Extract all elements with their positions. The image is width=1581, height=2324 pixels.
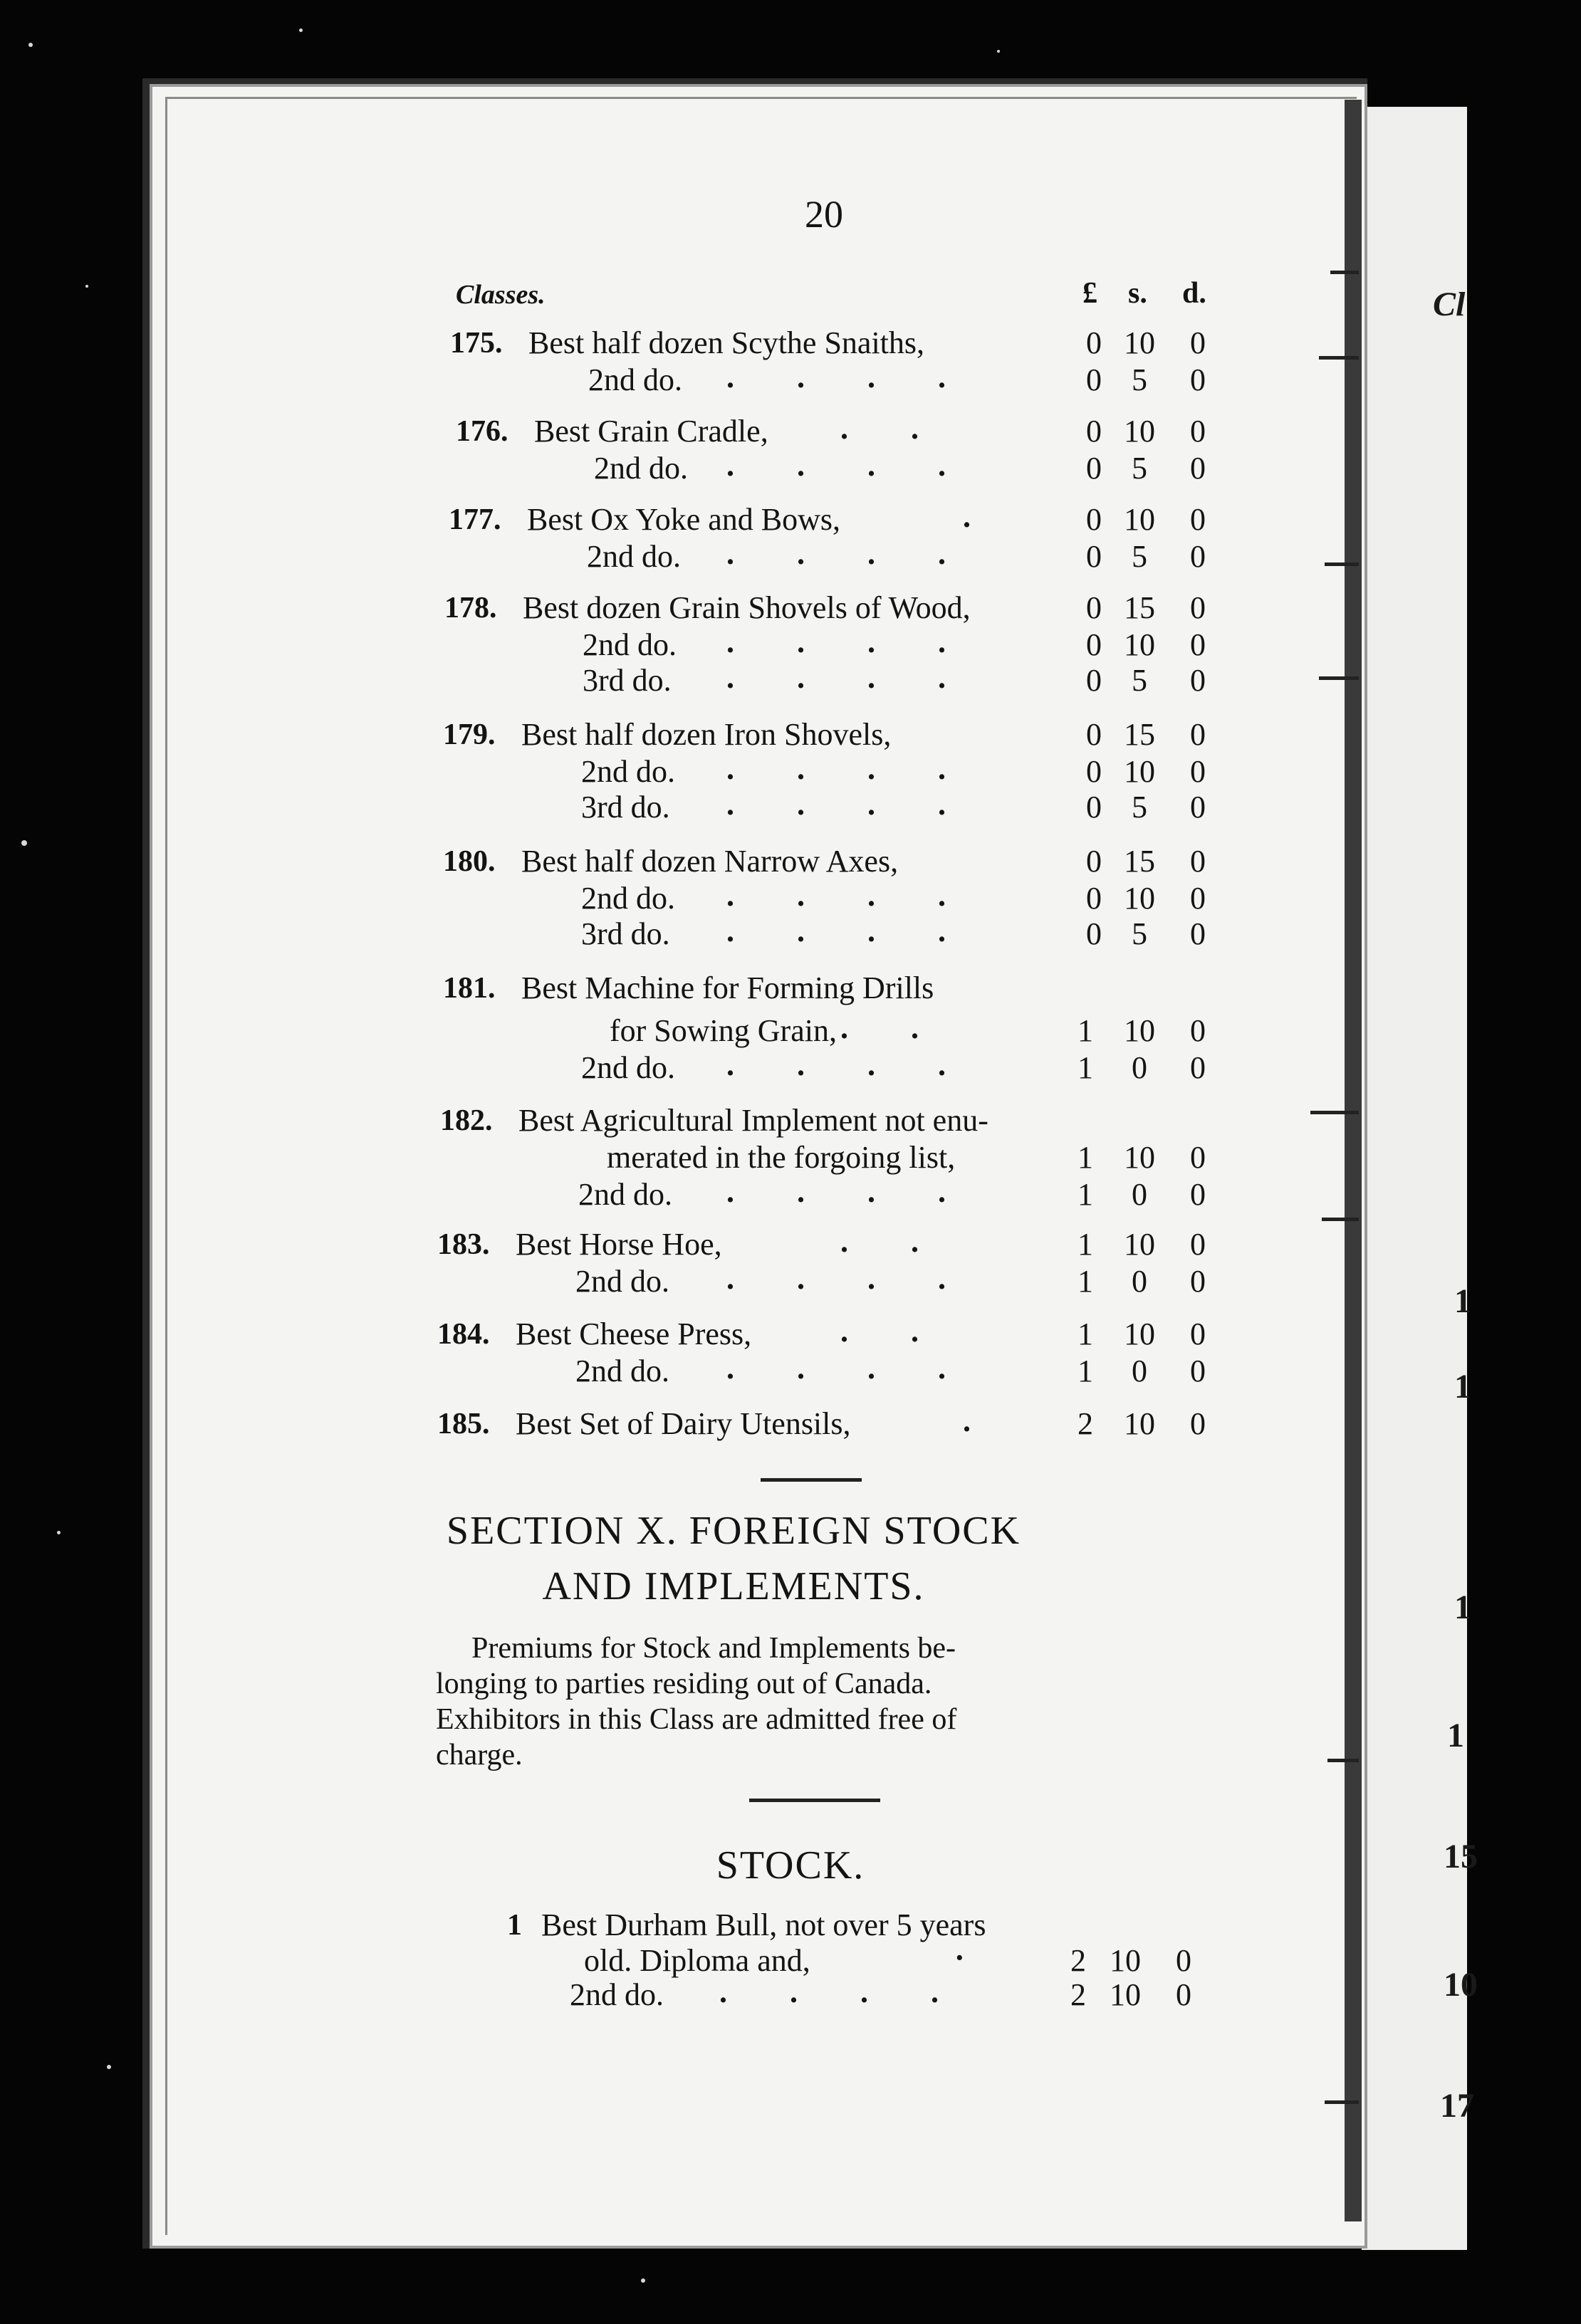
amount-pounds: 0	[1086, 325, 1102, 360]
section-title-line-2: AND IMPLEMENTS.	[542, 1564, 925, 1608]
facing-page-fragment: 1	[1454, 1588, 1471, 1626]
amount-pence: 0	[1190, 663, 1206, 698]
amount-pence: 0	[1190, 1050, 1206, 1085]
dust-speck	[85, 285, 88, 288]
amount-pence: 0	[1190, 1406, 1206, 1441]
description-line: longing to parties residing out of Canada.	[436, 1668, 932, 1700]
gutter-mark	[1325, 562, 1359, 566]
entry-label: 2nd do.	[578, 1177, 672, 1212]
amount-shillings: 5	[1132, 790, 1147, 825]
leader-dots: . . . .	[726, 536, 946, 571]
entry-label: 2nd do.	[575, 1264, 669, 1299]
amount-pounds: 0	[1086, 590, 1102, 625]
amount-shillings: 10	[1124, 1013, 1155, 1048]
entry-label: 3rd do.	[583, 663, 672, 698]
amount-shillings: 10	[1124, 414, 1155, 449]
entry-label: Best Set of Dairy Utensils,	[516, 1406, 851, 1441]
amount-pence: 0	[1190, 1354, 1206, 1388]
amount-pence: 0	[1190, 362, 1206, 397]
entry-label: Best Agricultural Implement not enu-	[518, 1103, 988, 1138]
entry-label: 2nd do.	[581, 1050, 675, 1085]
entry-number: 183.	[437, 1228, 490, 1261]
amount-pounds: 0	[1086, 539, 1102, 574]
leader-dots: . .	[840, 1314, 919, 1349]
shillings-column-heading: s.	[1128, 277, 1147, 310]
leader-dots: .	[963, 1403, 971, 1438]
stock-entry-number: 1	[507, 1909, 522, 1942]
amount-pounds: 1	[1078, 1140, 1093, 1175]
description-line: Exhibitors in this Class are admitted free of	[436, 1703, 957, 1736]
amount-pence: 0	[1190, 451, 1206, 486]
amount-pence: 0	[1176, 1943, 1191, 1978]
dust-speck	[28, 43, 33, 47]
gutter-mark	[1325, 2100, 1359, 2104]
entry-number: 175.	[450, 327, 503, 360]
entry-label: Best half dozen Scythe Snaiths,	[528, 325, 925, 360]
amount-shillings: 10	[1124, 502, 1155, 537]
description-line: charge.	[436, 1739, 523, 1771]
stock-heading: STOCK.	[716, 1843, 865, 1888]
gutter-mark	[1319, 676, 1359, 680]
entry-label: Best Ox Yoke and Bows,	[527, 502, 841, 537]
amount-pounds: 0	[1086, 362, 1102, 397]
amount-shillings: 10	[1124, 1140, 1155, 1175]
amount-pounds: 0	[1086, 663, 1102, 698]
leader-dots: . . . .	[726, 787, 946, 822]
gutter-mark	[1327, 1759, 1359, 1762]
amount-pence: 0	[1190, 414, 1206, 449]
gutter-mark	[1322, 1218, 1359, 1221]
classes-heading: Classes.	[456, 280, 546, 310]
facing-page-fragment: 1	[1454, 1282, 1471, 1320]
amount-pence: 0	[1190, 881, 1206, 916]
amount-pence: 0	[1190, 1013, 1206, 1048]
entry-label: 2nd do.	[581, 754, 675, 789]
amount-pounds: 2	[1078, 1406, 1093, 1441]
amount-pounds: 0	[1086, 754, 1102, 789]
amount-pounds: 0	[1086, 502, 1102, 537]
entry-label: Best dozen Grain Shovels of Wood,	[523, 590, 971, 625]
dust-speck	[21, 840, 27, 846]
amount-pence: 0	[1190, 844, 1206, 879]
description-line: Premiums for Stock and Implements be-	[471, 1632, 956, 1665]
amount-shillings: 10	[1124, 1406, 1155, 1441]
pence-column-heading: d.	[1182, 277, 1206, 310]
amount-pounds: 1	[1078, 1354, 1093, 1388]
page-gutter	[1345, 100, 1362, 2221]
amount-shillings: 15	[1124, 717, 1155, 752]
amount-pounds: 1	[1078, 1317, 1093, 1351]
facing-page-fragment: 15	[1444, 1838, 1478, 1875]
amount-pounds: 0	[1086, 717, 1102, 752]
leader-dots: . . . .	[726, 878, 946, 913]
dust-speck	[107, 2065, 111, 2069]
stock-entry-label: Best Durham Bull, not over 5 years	[541, 1907, 986, 1942]
facing-page-fragment: 17	[1440, 2087, 1474, 2125]
entry-label: for Sowing Grain,	[610, 1013, 837, 1048]
facing-page-fragment: 1	[1447, 1717, 1464, 1754]
entry-label: Best Horse Hoe,	[516, 1227, 722, 1262]
amount-pence: 0	[1190, 717, 1206, 752]
leader-dots: . . . .	[726, 1351, 946, 1386]
amount-pounds: 1	[1078, 1264, 1093, 1299]
amount-pence: 0	[1190, 1227, 1206, 1262]
amount-pounds: 1	[1078, 1013, 1093, 1048]
stock-entry-label: old. Diploma and,	[584, 1943, 810, 1978]
leader-dots: . .	[840, 411, 919, 446]
amount-shillings: 10	[1110, 1943, 1141, 1978]
amount-pence: 0	[1190, 539, 1206, 574]
amount-shillings: 10	[1124, 325, 1155, 360]
amount-shillings: 10	[1124, 627, 1155, 662]
leader-dots: . . . .	[726, 1261, 946, 1296]
leader-dots: . .	[840, 1010, 919, 1045]
amount-shillings: 10	[1110, 1977, 1141, 2012]
leader-dots: . . . .	[726, 660, 946, 695]
amount-pounds: 0	[1086, 844, 1102, 879]
leader-dots: . . . .	[726, 360, 946, 394]
amount-pounds: 0	[1086, 414, 1102, 449]
leader-dots: .	[963, 499, 971, 534]
amount-shillings: 5	[1132, 663, 1147, 698]
amount-pence: 0	[1190, 1177, 1206, 1212]
entry-label: Best Grain Cradle,	[534, 414, 768, 449]
section-title-line-1: SECTION X. FOREIGN STOCK	[446, 1509, 1021, 1553]
amount-shillings: 0	[1132, 1177, 1147, 1212]
dust-speck	[299, 28, 303, 32]
leader-dots: . . . .	[726, 1174, 946, 1209]
amount-pence: 0	[1190, 790, 1206, 825]
entry-number: 184.	[437, 1318, 490, 1351]
leader-dots: . . . .	[719, 1974, 939, 2009]
facing-page-fragment: 1	[1454, 1368, 1471, 1406]
amount-shillings: 5	[1132, 362, 1147, 397]
amount-pence: 0	[1190, 502, 1206, 537]
facing-page-fragment: 10	[1444, 1966, 1478, 2004]
entry-label: Best half dozen Iron Shovels,	[521, 717, 892, 752]
amount-shillings: 5	[1132, 916, 1147, 951]
amount-pounds: 0	[1086, 790, 1102, 825]
amount-shillings: 10	[1124, 1227, 1155, 1262]
entry-number: 176.	[456, 415, 508, 448]
amount-pence: 0	[1176, 1977, 1191, 2012]
amount-pounds: 1	[1078, 1050, 1093, 1085]
amount-shillings: 10	[1124, 754, 1155, 789]
entry-number: 179.	[443, 718, 496, 751]
amount-pence: 0	[1190, 916, 1206, 951]
amount-shillings: 10	[1124, 881, 1155, 916]
amount-pence: 0	[1190, 1140, 1206, 1175]
entry-number: 182.	[440, 1104, 493, 1137]
gutter-mark	[1319, 356, 1359, 360]
dust-speck	[997, 50, 1000, 53]
leader-dots: . . . .	[726, 624, 946, 659]
amount-pounds: 0	[1086, 451, 1102, 486]
amount-shillings: 0	[1132, 1050, 1147, 1085]
facing-page-fragment: Cl	[1433, 286, 1466, 323]
entry-label: Best Machine for Forming Drills	[521, 970, 934, 1005]
entry-label: 2nd do.	[583, 627, 677, 662]
amount-shillings: 0	[1132, 1264, 1147, 1299]
amount-shillings: 10	[1124, 1317, 1155, 1351]
amount-pounds: 0	[1086, 881, 1102, 916]
amount-shillings: 0	[1132, 1354, 1147, 1388]
entry-label: Best Cheese Press,	[516, 1317, 752, 1351]
page-number: 20	[805, 193, 843, 236]
facing-page	[1362, 107, 1478, 2250]
gutter-mark	[1310, 1111, 1359, 1114]
section-description	[436, 1631, 1091, 1773]
amount-shillings: 5	[1132, 451, 1147, 486]
amount-pence: 0	[1190, 1317, 1206, 1351]
leader-dots: . . . .	[726, 448, 946, 483]
divider-rule	[761, 1478, 862, 1482]
entry-label: 2nd do.	[587, 539, 681, 574]
leader-dots: . . . .	[726, 1047, 946, 1082]
gutter-mark	[1330, 271, 1359, 274]
stock-entry-label: 2nd do.	[570, 1977, 664, 2012]
amount-pence: 0	[1190, 627, 1206, 662]
pounds-column-heading: £	[1082, 277, 1097, 310]
entry-number: 177.	[449, 503, 501, 536]
entry-label: 2nd do.	[581, 881, 675, 916]
amount-pence: 0	[1190, 754, 1206, 789]
entry-number: 181.	[443, 972, 496, 1005]
amount-pounds: 2	[1070, 1943, 1086, 1978]
amount-pounds: 1	[1078, 1227, 1093, 1262]
amount-pence: 0	[1190, 325, 1206, 360]
leader-dots: ·	[954, 1940, 965, 1975]
amount-shillings: 15	[1124, 590, 1155, 625]
amount-pence: 0	[1190, 590, 1206, 625]
entry-label: 2nd do.	[594, 451, 688, 486]
leader-dots: . . . .	[726, 751, 946, 786]
amount-pounds: 2	[1070, 1977, 1086, 2012]
amount-pounds: 0	[1086, 627, 1102, 662]
amount-shillings: 15	[1124, 844, 1155, 879]
divider-rule	[749, 1799, 880, 1802]
leader-dots: . .	[840, 1224, 919, 1259]
entry-label: 2nd do.	[588, 362, 682, 397]
entry-label: 3rd do.	[581, 916, 670, 951]
amount-pounds: 0	[1086, 916, 1102, 951]
entry-label: merated in the forgoing list,	[607, 1140, 956, 1175]
entry-label: 2nd do.	[575, 1354, 669, 1388]
amount-pounds: 1	[1078, 1177, 1093, 1212]
leader-dots: . . . .	[726, 914, 946, 948]
entry-number: 178.	[444, 592, 497, 624]
entry-label: 3rd do.	[581, 790, 670, 825]
amount-pence: 0	[1190, 1264, 1206, 1299]
entry-number: 180.	[443, 845, 496, 878]
amount-shillings: 5	[1132, 539, 1147, 574]
dust-speck	[641, 2278, 645, 2283]
entry-label: Best half dozen Narrow Axes,	[521, 844, 899, 879]
entry-number: 185.	[437, 1408, 490, 1440]
